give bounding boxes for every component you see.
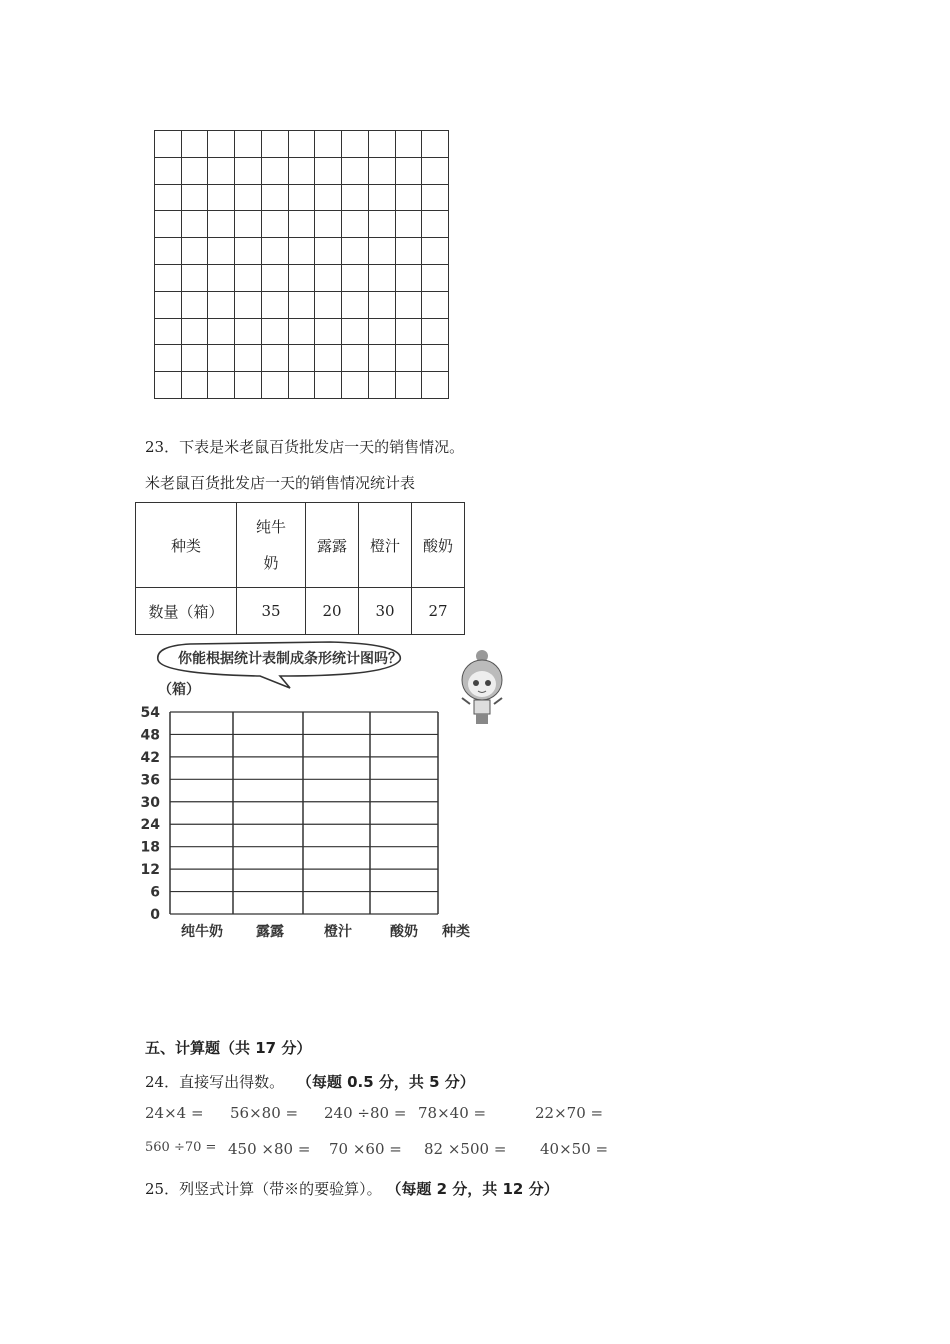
grid-cell: [262, 211, 289, 238]
table-title: 米老鼠百货批发店一天的销售情况统计表: [145, 474, 416, 492]
table-cell: 酸奶: [412, 503, 465, 588]
grid-cell: [342, 345, 369, 372]
table-row: [136, 503, 465, 588]
grid-cell: [208, 158, 235, 185]
grid-cell: [289, 158, 316, 185]
grid-cell: [289, 238, 316, 265]
grid-cell: [315, 265, 342, 292]
grid-cell: [369, 265, 396, 292]
grid-cell: [422, 238, 449, 265]
grid-cell: [396, 265, 423, 292]
grid-cell: [315, 345, 342, 372]
grid-cell: [235, 372, 262, 399]
grid-cell: [369, 211, 396, 238]
section-5-title: 五、计算题（共 17 分）: [145, 1039, 312, 1057]
grid-cell: [422, 185, 449, 212]
grid-cell: [396, 185, 423, 212]
table-cell: 30: [359, 588, 412, 635]
grid-cell: [369, 292, 396, 319]
grid-cell: [235, 158, 262, 185]
grid-cell: [289, 319, 316, 346]
bar-chart: [130, 636, 550, 946]
grid-cell: [208, 211, 235, 238]
grid-cell: [342, 265, 369, 292]
grid-cell: [289, 185, 316, 212]
grid-cell: [422, 265, 449, 292]
grid-cell: [315, 319, 342, 346]
table-row: [136, 588, 465, 635]
grid-cell: [262, 319, 289, 346]
grid-cell: [422, 319, 449, 346]
calc-item: 56×80 =: [230, 1104, 299, 1122]
grid-cell: [262, 131, 289, 158]
y-tick-label: 54: [140, 705, 160, 721]
y-tick-label: 18: [140, 839, 160, 856]
y-tick-label: 24: [140, 817, 160, 834]
grid-cell: [342, 211, 369, 238]
grid-cell: [182, 292, 209, 319]
grid-cell: [342, 131, 369, 158]
grid-cell: [262, 238, 289, 265]
grid-cell: [155, 158, 182, 185]
question-23: 23．下表是米老鼠百货批发店一天的销售情况。: [145, 438, 465, 456]
grid-cell: [182, 345, 209, 372]
table-header-cell: 种类: [136, 503, 237, 588]
grid-cell: [235, 185, 262, 212]
y-tick-label: 6: [150, 884, 160, 901]
grid-cell: [208, 131, 235, 158]
grid-cell: [208, 372, 235, 399]
grid-cell: [155, 211, 182, 238]
grid-cell: [155, 292, 182, 319]
table-cell: 35: [237, 588, 306, 635]
y-tick-label: 30: [140, 794, 160, 811]
grid-cell: [235, 345, 262, 372]
y-tick-label: 48: [140, 727, 160, 744]
grid-cell: [155, 185, 182, 212]
grid-cell: [422, 372, 449, 399]
grid-cell: [182, 319, 209, 346]
grid-cell: [369, 319, 396, 346]
grid-cell: [208, 319, 235, 346]
grid-cell: [208, 345, 235, 372]
grid-cell: [342, 185, 369, 212]
calc-item: 24×4 =: [145, 1104, 204, 1122]
grid-cell: [289, 372, 316, 399]
grid-cell: [208, 238, 235, 265]
grid-cell: [342, 319, 369, 346]
grid-cell: [182, 211, 209, 238]
grid-cell: [369, 131, 396, 158]
grid-cell: [422, 292, 449, 319]
calc-item: 560 ÷70 =: [145, 1140, 217, 1155]
grid-cell: [422, 158, 449, 185]
grid-cell: [396, 372, 423, 399]
x-tick-label: 酸奶: [390, 924, 418, 940]
calc-item: 22×70 =: [535, 1104, 604, 1122]
grid-cell: [369, 238, 396, 265]
grid-cell: [342, 292, 369, 319]
grid-cell: [342, 238, 369, 265]
grid-cell: [262, 185, 289, 212]
table-cell: 20: [306, 588, 359, 635]
grid-cell: [262, 265, 289, 292]
grid-cell: [422, 211, 449, 238]
y-tick-label: 42: [140, 749, 160, 766]
grid-cell: [396, 131, 423, 158]
grid-cell: [315, 292, 342, 319]
grid-cell: [396, 292, 423, 319]
grid-cell: [369, 185, 396, 212]
grid-cell: [208, 265, 235, 292]
grid-cell: [369, 158, 396, 185]
grid-cell: [155, 265, 182, 292]
grid-cell: [315, 185, 342, 212]
calc-item: 70 ×60 =: [329, 1140, 402, 1158]
grid-cell: [155, 372, 182, 399]
calc-item: 82 ×500 =: [424, 1140, 507, 1158]
grid-cell: [315, 158, 342, 185]
table-cell: 露露: [306, 503, 359, 588]
grid-cell: [369, 345, 396, 372]
grid-cell: [396, 319, 423, 346]
grid-cell: [289, 211, 316, 238]
table-cell: 纯牛 奶: [237, 503, 306, 588]
calc-item: 78×40 =: [418, 1104, 487, 1122]
grid-cell: [422, 345, 449, 372]
grid-cell: [289, 292, 316, 319]
grid-cell: [396, 211, 423, 238]
calc-item: 240 ÷80 =: [324, 1104, 407, 1122]
grid-cell: [396, 158, 423, 185]
question-25: 25．列竖式计算（带※的要验算）。 （每题 2 分，共 12 分）: [145, 1180, 559, 1198]
grid-cell: [315, 238, 342, 265]
question-24: 24．直接写出得数。 （每题 0.5 分，共 5 分）: [145, 1073, 475, 1091]
grid-cell: [155, 319, 182, 346]
grid-cell: [182, 131, 209, 158]
blank-grid: [154, 130, 449, 399]
grid-cell: [182, 238, 209, 265]
grid-cell: [208, 185, 235, 212]
y-tick-label: 12: [140, 862, 160, 879]
grid-cell: [342, 372, 369, 399]
grid-cell: [235, 131, 262, 158]
grid-cell: [235, 319, 262, 346]
grid-cell: [262, 345, 289, 372]
grid-cell: [315, 372, 342, 399]
grid-cell: [289, 345, 316, 372]
grid-cell: [315, 211, 342, 238]
grid-cell: [315, 131, 342, 158]
grid-cell: [262, 292, 289, 319]
grid-cell: [208, 292, 235, 319]
y-tick-label: 0: [150, 907, 160, 923]
sales-table: [135, 502, 465, 635]
x-tick-label: 露露: [256, 924, 284, 940]
y-tick-label: 36: [140, 772, 160, 789]
grid-cell: [235, 292, 262, 319]
grid-cell: [155, 345, 182, 372]
grid-cell: [235, 211, 262, 238]
grid-cell: [422, 131, 449, 158]
table-cell: 橙汁: [359, 503, 412, 588]
grid-cell: [155, 131, 182, 158]
grid-cell: [235, 265, 262, 292]
grid-cell: [396, 238, 423, 265]
grid-cell: [262, 372, 289, 399]
table-cell: 27: [412, 588, 465, 635]
grid-cell: [342, 158, 369, 185]
grid-cell: [182, 185, 209, 212]
grid-cell: [289, 131, 316, 158]
grid-cell: [182, 158, 209, 185]
grid-cell: [289, 265, 316, 292]
girl-character-icon: [462, 650, 502, 724]
speech-bubble-text: 你能根据统计表制成条形统计图吗？: [178, 651, 402, 667]
grid-cell: [369, 372, 396, 399]
x-tick-label: 橙汁: [324, 924, 352, 940]
grid-cell: [155, 238, 182, 265]
table-header-cell: 数量（箱）: [136, 588, 237, 635]
grid-cell: [235, 238, 262, 265]
calc-item: 40×50 =: [540, 1140, 609, 1158]
x-tick-label: 纯牛奶: [181, 924, 223, 940]
grid-cell: [182, 265, 209, 292]
grid-cell: [182, 372, 209, 399]
grid-cell: [262, 158, 289, 185]
x-axis-label: 种类: [442, 924, 470, 940]
grid-cell: [396, 345, 423, 372]
y-axis-label: （箱）: [158, 682, 200, 698]
calc-item: 450 ×80 =: [228, 1140, 311, 1158]
